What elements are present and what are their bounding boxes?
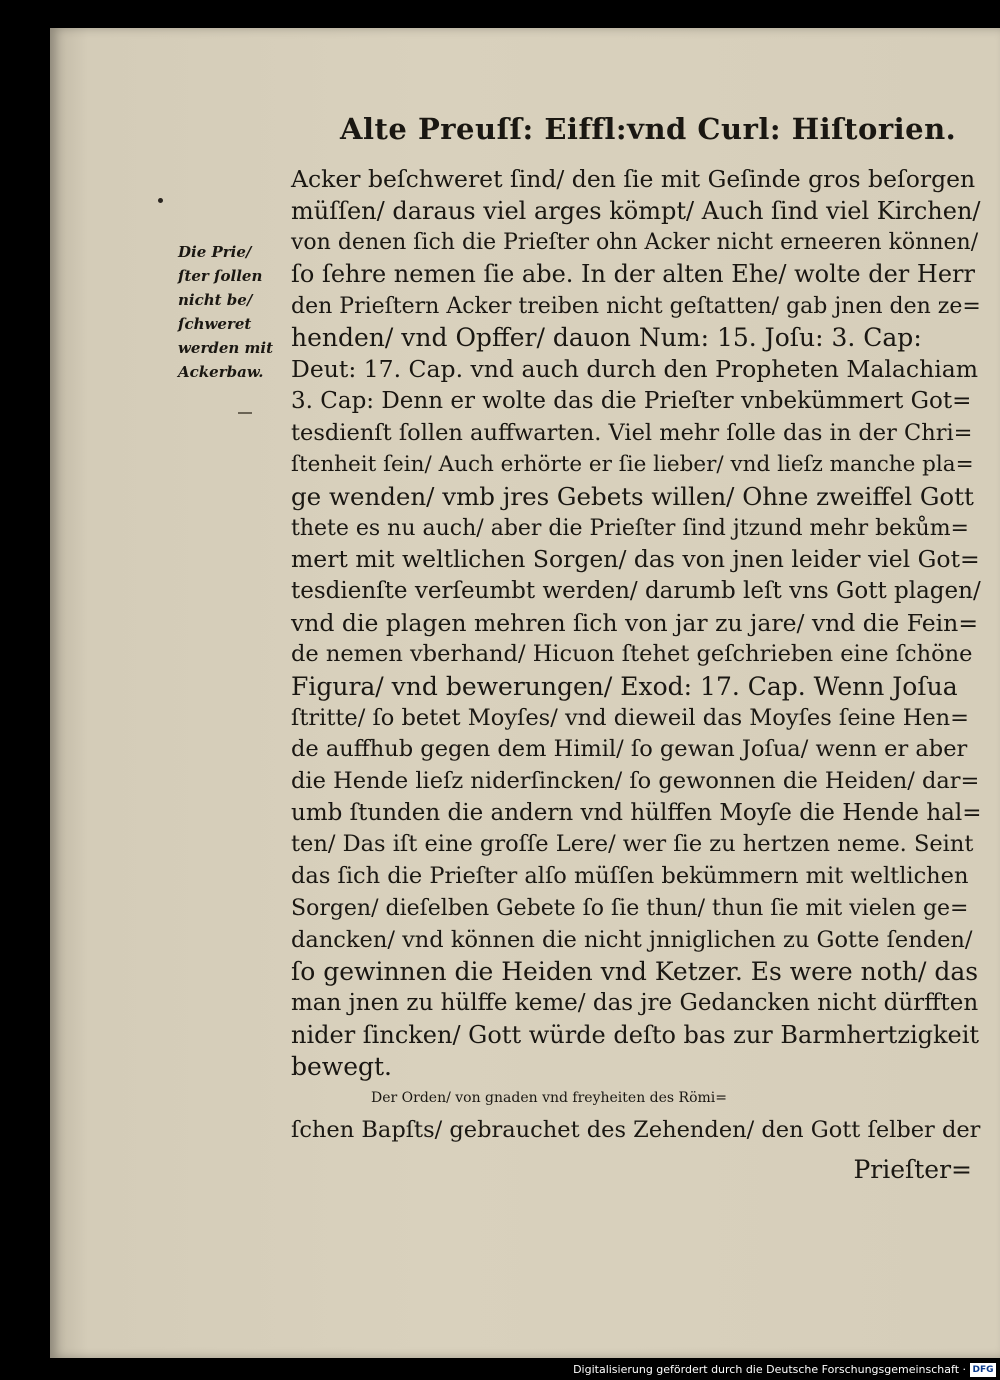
text-line: dancken/ vnd können die nicht jnniglichen zu Gotte ſenden/ (291, 926, 973, 953)
margin-note-line: ſter ſollen (178, 267, 263, 285)
text-line: müſſen/ daraus viel arges kömpt/ Auch ſind viel Kirchen/ (291, 196, 981, 225)
text-line: ſtritte/ ſo betet Moyſes/ vnd dieweil das Moyſes ſeine Hen= (291, 704, 969, 731)
margin-note (178, 240, 288, 384)
text-line: bewegt. (291, 1052, 392, 1082)
text-line: de auffhub gegen dem Himil/ ſo gewan Joſua/ wenn er aber (291, 736, 968, 763)
dfg-logo: DFG (970, 1363, 996, 1377)
text-line: de nemen vberhand/ Hicuon ſtehet geſchrieben eine ſchöne (291, 641, 973, 668)
footer-bar (0, 1358, 1000, 1380)
text-line: Sorgen/ dieſelben Gebete ſo ſie thun/ thun ſie mit vielen ge= (291, 895, 969, 921)
text-line: ſo gewinnen die Heiden vnd Ketzer. Es were noth/ das (291, 957, 979, 987)
text-line: ſchen Bapſts/ gebrauchet des Zehenden/ den Gott ſelber der (291, 1116, 981, 1143)
text-line: Deut: 17. Cap. vnd auch durch den Propheten Malachiam (291, 355, 979, 384)
running-title: Alte Preuſſ: Eiffl:vnd Curl: Hiſtorien. (340, 112, 957, 146)
text-line: die Hende lieſz niderſincken/ ſo gewonnen die Heiden/ dar= (291, 768, 980, 795)
text-line: ſo ſehre nemen ſie abe. In der alten Ehe/ wolte der Herr (291, 260, 975, 289)
text-line: vnd die plagen mehren ſich von jar zu jare/ vnd die Fein= (291, 608, 979, 637)
text-line: das ſich die Prieſter alſo müſſen bekümmern mit weltlichen (291, 863, 969, 890)
margin-note-line: ſchweret (178, 315, 252, 333)
text-line: umb ſtunden die andern vnd hülffen Moyſe die Hende hal= (291, 799, 982, 826)
text-line: ge wenden/ vmb jres Gebets willen/ Ohne zweiffel Gott (291, 481, 974, 511)
text-line: tesdienſt ſollen auffwarten. Viel mehr ſolle das in der Chri= (291, 419, 973, 446)
margin-note-line: Die Prie/ (178, 243, 252, 261)
text-line: 3. Cap: Denn er wolte das die Prieſter vnbekümmert Got= (291, 387, 972, 414)
text-line: von denen ſich die Prieſter ohn Acker nicht erneeren können/ (291, 230, 979, 256)
text-line: Der Orden/ von gnaden vnd freyheiten des Römi= (371, 1089, 727, 1106)
catchword: Prieſter= (853, 1155, 972, 1184)
text-line: man jnen zu hülffe keme/ das jre Gedancken nicht dürfften (291, 989, 979, 1016)
text-line: den Prieſtern Acker treiben nicht geſtatten/ gab jnen den ze= (291, 293, 981, 319)
margin-note-line: Ackerbaw. (178, 363, 264, 381)
text-line: Acker beſchweret ſind/ den ſie mit Geſinde gros beſorgen (291, 165, 976, 193)
margin-note-line: werden mit (178, 339, 274, 357)
text-line: tesdienſte verſeumbt werden/ darumb leſt vns Gott plagen/ (291, 577, 981, 604)
ink-dot (158, 198, 163, 203)
text-line: ſtenheit ſein/ Auch erhörte er ſie lieber/ vnd lieſz manche pla= (291, 452, 974, 478)
funding-credit: Digitalisierung gefördert durch die Deutsche Forschungsgemeinschaft · (573, 1363, 966, 1376)
text-line: ten/ Das iſt eine groſſe Lere/ wer ſie zu hertzen neme. Seint (291, 831, 974, 858)
text-line: henden/ vnd Opffer/ dauon Num: 15. Joſu: 3. Cap: (291, 323, 922, 353)
pencil-mark (238, 412, 252, 414)
text-line: nider ſincken/ Gott würde deſto bas zur Barmhertzigkeit (291, 1020, 980, 1049)
text-line: thete es nu auch/ aber die Prieſter ſind jtzund mehr bekům= (291, 515, 969, 541)
margin-note-line: nicht be/ (178, 291, 253, 309)
text-line: Figura/ vnd bewerungen/ Exod: 17. Cap. Wenn Joſua (291, 672, 958, 701)
text-line: mert mit weltlichen Sorgen/ das von jnen leider viel Got= (291, 545, 980, 574)
body-text (291, 164, 981, 1146)
